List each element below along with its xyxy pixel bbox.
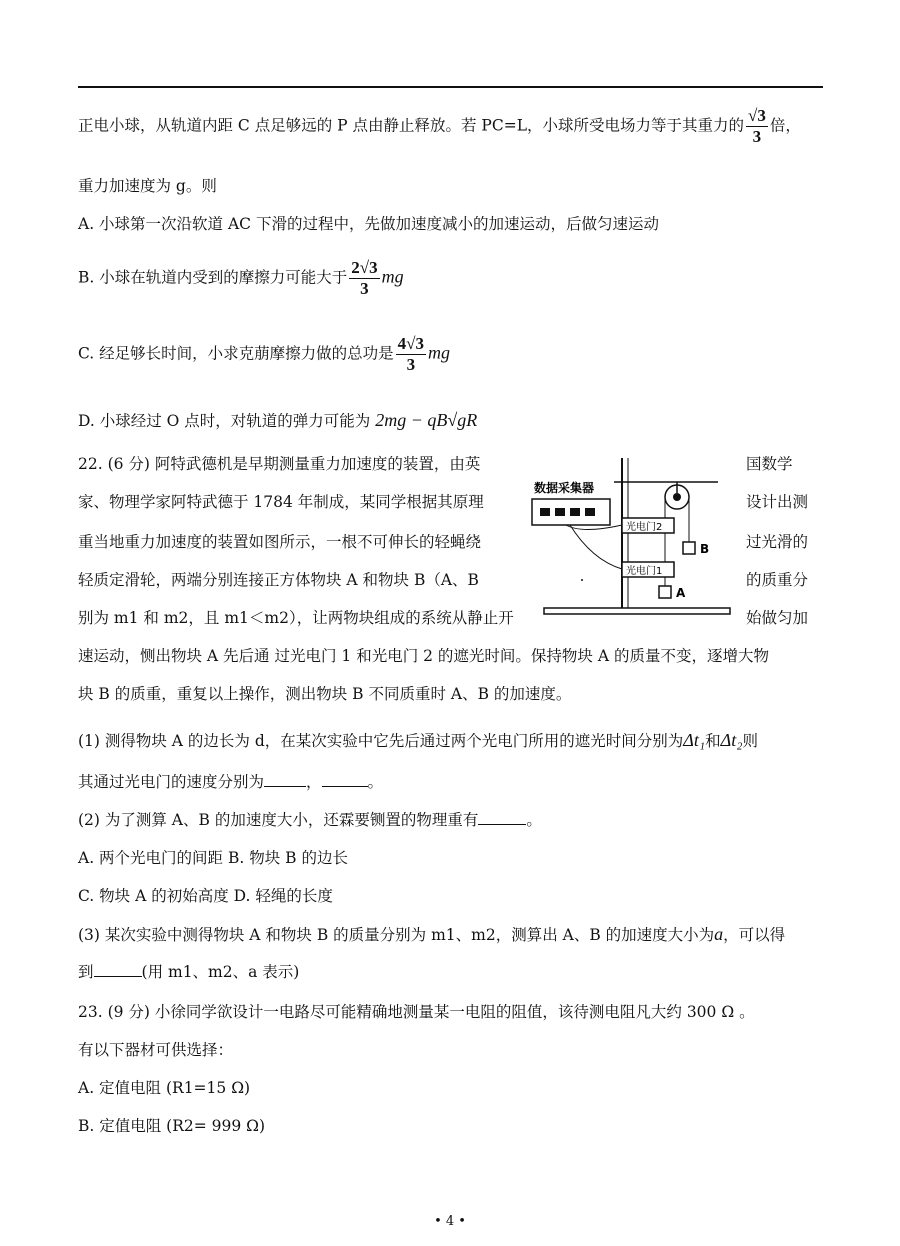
part3-text: (3) 某次实验中测得物块 A 和物块 B 的质量分别为 m1、m2，测算出 A、B 的加速度大小为 bbox=[78, 926, 715, 944]
part1-text: (1) 测得物块 A 的边长为 d，在某次实验中它先后通过两个光电门所用的遮光时间分别为 bbox=[78, 732, 684, 750]
block-b bbox=[683, 542, 695, 554]
q22-part2-options1: A. 两个光电门的间距 B. 物块 B 的边长 bbox=[78, 849, 348, 867]
mg-symbol: mg bbox=[428, 342, 451, 363]
mg-symbol: mg bbox=[381, 266, 404, 287]
page-number: • 4 • bbox=[434, 1214, 466, 1229]
option-c-text: C. 经足够长时间，小求克萠摩擦力做的总功是 bbox=[78, 344, 394, 363]
photogate-2-label: 光电门2 bbox=[626, 522, 663, 533]
part2-text: (2) 为了测算 A、B 的加速度大小，还霖要铡置的物理重有 bbox=[78, 811, 479, 829]
q22-line5a: 别为 m1 和 m2，且 m1＜m2），让两物块组成的系统从静止开 bbox=[78, 609, 514, 627]
part3-line2-text: 到 bbox=[78, 963, 94, 981]
and-text: 和 bbox=[705, 732, 721, 750]
answer-blank[interactable] bbox=[264, 772, 306, 787]
answer-blank[interactable] bbox=[322, 772, 368, 787]
collector-key bbox=[555, 508, 565, 516]
collector-key bbox=[570, 508, 580, 516]
stand-base bbox=[544, 608, 730, 614]
part3-line2-end: (用 m1、m2、a 表示) bbox=[141, 963, 300, 981]
q21-option-c bbox=[78, 334, 450, 375]
fraction-denominator: 3 bbox=[752, 127, 762, 146]
fraction-numerator: 2√3 bbox=[351, 258, 378, 277]
q22-part1-line2 bbox=[78, 772, 383, 792]
q22-line4a: 轻质定滑轮，两端分别连接正方体物块 A 和物块 B（A、B bbox=[78, 571, 479, 589]
block-b-label: B bbox=[700, 542, 710, 556]
q21-option-d bbox=[78, 410, 477, 431]
delta-t2: Δt₂ bbox=[720, 730, 743, 750]
part3-end: ，可以得 bbox=[723, 926, 786, 944]
option-d-text: D. 小球经过 O 点时，对轨道的弹力可能为 bbox=[78, 412, 371, 430]
q22-line2a: 家、物理学家阿特武德于 1784 年制成，某同学根据其原理 bbox=[78, 493, 484, 511]
answer-blank[interactable] bbox=[94, 962, 142, 977]
acceleration-symbol: a bbox=[714, 924, 724, 944]
q23-line1: 23. (9 分) 小徐同学欲设计一电路尽可能精确地测量某一电阻的阻值，该待测电阻凡大约 300 Ω 。 bbox=[78, 1003, 755, 1021]
header-rule bbox=[78, 86, 823, 88]
atwood-machine-figure bbox=[522, 452, 732, 622]
q22-line4b: 的质重分 bbox=[746, 571, 809, 589]
comma: ， bbox=[306, 773, 322, 791]
q23-option-a: A. 定值电阻 (R1=15 Ω) bbox=[78, 1079, 251, 1097]
fraction-numerator: √3 bbox=[748, 106, 766, 125]
q21-option-b bbox=[78, 258, 404, 299]
q22-part3-line2 bbox=[78, 962, 299, 982]
q22-part1 bbox=[78, 730, 758, 751]
q22-line1b: 国数学 bbox=[746, 455, 793, 473]
q21-line1-text: 正电小球，从轨道内距 C 点足够远的 P 点由静止释放。若 PC=L，小球所受电场力等于其重力的 bbox=[78, 116, 744, 135]
q22-part2 bbox=[78, 810, 542, 830]
block-a-label: A bbox=[676, 586, 686, 600]
q22-line2b: 设计出测 bbox=[746, 493, 809, 511]
q21-option-a: A. 小球第一次沿软道 AC 下滑的过程中，先做加速度减小的加速运动，后做匀速运动 bbox=[78, 215, 659, 233]
q22-line3b: 过光滑的 bbox=[746, 533, 809, 551]
q22-part3 bbox=[78, 924, 785, 945]
option-d-expression: 2mg − qB√gR bbox=[375, 410, 478, 430]
answer-blank[interactable] bbox=[478, 810, 526, 825]
period: 。 bbox=[526, 811, 542, 829]
q21-line2: 重力加速度为 g。则 bbox=[78, 177, 217, 195]
q22-line3a: 重当地重力加速度的装置如图所示，一根不可伸长的轻蝇绕 bbox=[78, 533, 482, 551]
option-b-text: B. 小球在轨道内受到的摩擦力可能大于 bbox=[78, 268, 348, 287]
q23-option-b: B. 定值电阻 (R2= 999 Ω) bbox=[78, 1117, 266, 1135]
fraction-numerator: 4√3 bbox=[397, 334, 425, 353]
period: 。 bbox=[367, 773, 384, 791]
fraction-sqrt3-over-3 bbox=[746, 106, 768, 147]
q21-line1-end: 倍， bbox=[769, 116, 801, 135]
fraction-2sqrt3-over-3 bbox=[349, 258, 379, 299]
collector-label: 数据采集器 bbox=[534, 481, 595, 495]
pulley-axle bbox=[673, 493, 681, 501]
block-a bbox=[659, 586, 671, 598]
delta-t1: Δt₁ bbox=[683, 730, 706, 750]
q22-line1a: 22. (6 分) 阿特武德机是早期测量重力加速度的装置，由英 bbox=[78, 455, 481, 473]
q22-line6: 速运动，恻出物块 A 先后通 过光电门 1 和光电门 2 的遮光时间。保持物块 A 的质量不变，逐增大物 bbox=[78, 647, 769, 665]
q22-line7: 块 B 的质重，重复以上操作，测出物块 B 不同质重时 A、B 的加速度。 bbox=[78, 685, 572, 703]
part1-end: 则 bbox=[742, 732, 758, 750]
fraction-denominator: 3 bbox=[406, 355, 416, 374]
part1-line2-text: 其通过光电门的速度分别为 bbox=[78, 773, 265, 791]
collector-key bbox=[585, 508, 595, 516]
collector-key bbox=[540, 508, 550, 516]
q22-line5b: 始做匀加 bbox=[746, 609, 809, 627]
cable-gate1 bbox=[570, 525, 622, 569]
speck bbox=[581, 579, 583, 581]
q21-line1 bbox=[78, 106, 801, 147]
fraction-4sqrt3-over-3 bbox=[396, 334, 426, 375]
photogate-1-label: 光电门1 bbox=[626, 566, 663, 577]
fraction-denominator: 3 bbox=[360, 279, 369, 298]
q23-line2: 有以下器材可供选择： bbox=[78, 1041, 234, 1059]
q22-part2-options2: C. 物块 A 的初始高度 D. 轻绳的长度 bbox=[78, 887, 333, 905]
